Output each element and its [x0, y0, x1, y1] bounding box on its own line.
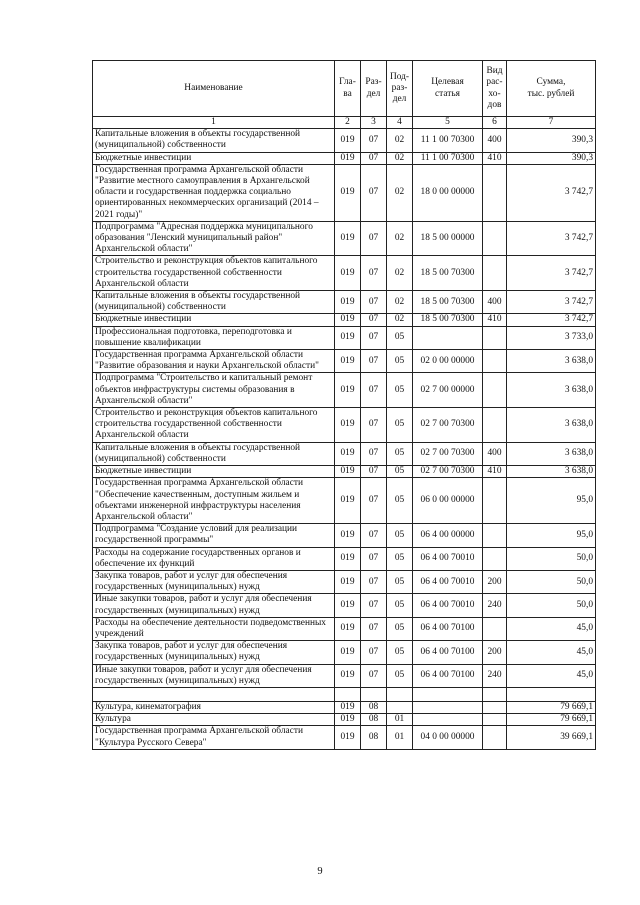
header-sum: Сумма, тыс. рублей — [507, 61, 596, 117]
row-name: Профессиональная подготовка, переподготовка и повышение квалификации — [93, 326, 335, 349]
row-name: Подпрограмма "Строительство и капитальный ремонт объектов инфраструктуры системы образования в Архангельской области" — [93, 373, 335, 408]
row-razdel: 07 — [361, 350, 387, 373]
row-glava: 019 — [335, 164, 361, 221]
row-target: 18 5 00 70300 — [413, 291, 483, 314]
row-sum: 3 638,0 — [507, 466, 596, 478]
table-row — [93, 664, 596, 687]
row-podrazdel: 05 — [387, 373, 413, 408]
row-vid: 400 — [483, 291, 507, 314]
table-row — [93, 164, 596, 221]
row-glava: 019 — [335, 524, 361, 547]
table-row — [93, 594, 596, 617]
row-target: 06 4 00 70010 — [413, 570, 483, 593]
row-podrazdel: 05 — [387, 570, 413, 593]
row-glava: 019 — [335, 664, 361, 687]
row-target: 02 7 00 70300 — [413, 442, 483, 465]
row-vid — [483, 256, 507, 291]
row-vid — [483, 547, 507, 570]
row-target: 06 4 00 70100 — [413, 664, 483, 687]
row-target: 02 7 00 70300 — [413, 408, 483, 443]
row-razdel: 07 — [361, 442, 387, 465]
row-sum: 390,3 — [507, 129, 596, 152]
row-vid — [483, 524, 507, 547]
header-target: Целевая статья — [413, 61, 483, 117]
table-row — [93, 701, 596, 713]
row-razdel — [361, 687, 387, 701]
row-sum: 39 669,1 — [507, 726, 596, 749]
row-target — [413, 326, 483, 349]
table-row — [93, 442, 596, 465]
header-vid: Вид рас- хо- дов — [483, 61, 507, 117]
table-row — [93, 326, 596, 349]
row-sum: 3 638,0 — [507, 408, 596, 443]
table-row — [93, 408, 596, 443]
row-podrazdel: 02 — [387, 164, 413, 221]
row-name: Строительство и реконструкция объектов капитального строительства государственной собственности Архангельской области — [93, 408, 335, 443]
row-vid — [483, 478, 507, 524]
row-vid: 400 — [483, 442, 507, 465]
page-number: 9 — [317, 866, 323, 877]
table-row — [93, 152, 596, 164]
row-razdel: 07 — [361, 256, 387, 291]
row-glava: 019 — [335, 350, 361, 373]
row-sum: 79 669,1 — [507, 714, 596, 726]
row-name: Культура — [93, 714, 335, 726]
table-row — [93, 221, 596, 256]
row-razdel: 07 — [361, 617, 387, 640]
row-sum: 3 742,7 — [507, 164, 596, 221]
table-row — [93, 641, 596, 664]
row-razdel: 08 — [361, 714, 387, 726]
row-vid — [483, 326, 507, 349]
row-podrazdel: 05 — [387, 408, 413, 443]
row-glava: 019 — [335, 570, 361, 593]
row-glava: 019 — [335, 408, 361, 443]
table-row — [93, 714, 596, 726]
row-razdel: 07 — [361, 129, 387, 152]
row-vid — [483, 408, 507, 443]
row-target — [413, 714, 483, 726]
row-razdel: 07 — [361, 524, 387, 547]
row-name: Государственная программа Архангельской области "Развитие образования и науки Архангельской области" — [93, 350, 335, 373]
column-index: 2 — [335, 117, 361, 129]
row-podrazdel: 02 — [387, 129, 413, 152]
row-vid — [483, 701, 507, 713]
row-target: 06 4 00 70100 — [413, 641, 483, 664]
row-podrazdel: 05 — [387, 442, 413, 465]
row-razdel: 07 — [361, 373, 387, 408]
column-index: 3 — [361, 117, 387, 129]
row-sum: 3 742,7 — [507, 314, 596, 326]
row-target: 06 4 00 00000 — [413, 524, 483, 547]
header-podrazdel: Под- раз- дел — [387, 61, 413, 117]
row-podrazdel: 05 — [387, 478, 413, 524]
table-row — [93, 726, 596, 749]
row-glava: 019 — [335, 326, 361, 349]
row-target — [413, 701, 483, 713]
column-index: 7 — [507, 117, 596, 129]
row-vid — [483, 687, 507, 701]
row-target: 18 0 00 00000 — [413, 164, 483, 221]
row-vid: 240 — [483, 594, 507, 617]
row-name: Бюджетные инвестиции — [93, 314, 335, 326]
row-sum: 3 638,0 — [507, 350, 596, 373]
row-name: Бюджетные инвестиции — [93, 152, 335, 164]
row-name: Подпрограмма "Адресная поддержка муниципального образования "Ленский муниципальный район" Архангельской области" — [93, 221, 335, 256]
row-target: 02 0 00 00000 — [413, 350, 483, 373]
row-name: Расходы на содержание государственных органов и обеспечение их функций — [93, 547, 335, 570]
row-name: Государственная программа Архангельской области "Развитие местного самоуправления в Архангельской области и государственная поддержка социально ориентированных некоммерческих организаций (2014 – 2021 годы)" — [93, 164, 335, 221]
row-target — [413, 687, 483, 701]
row-target: 06 0 00 00000 — [413, 478, 483, 524]
header-name: Наименование — [93, 61, 335, 117]
row-glava: 019 — [335, 221, 361, 256]
row-name — [93, 687, 335, 701]
row-glava — [335, 687, 361, 701]
row-glava: 019 — [335, 291, 361, 314]
table-header-row — [93, 61, 596, 117]
row-target: 18 5 00 00000 — [413, 221, 483, 256]
header-glava: Гла- ва — [335, 61, 361, 117]
row-podrazdel: 01 — [387, 726, 413, 749]
row-sum: 3 638,0 — [507, 442, 596, 465]
row-podrazdel: 05 — [387, 326, 413, 349]
row-razdel: 07 — [361, 408, 387, 443]
row-razdel: 07 — [361, 641, 387, 664]
row-podrazdel: 05 — [387, 547, 413, 570]
row-podrazdel: 02 — [387, 256, 413, 291]
table-row — [93, 466, 596, 478]
row-vid: 400 — [483, 129, 507, 152]
row-vid — [483, 350, 507, 373]
row-podrazdel: 05 — [387, 641, 413, 664]
row-name: Закупка товаров, работ и услуг для обеспечения государственных (муниципальных) нужд — [93, 570, 335, 593]
row-glava: 019 — [335, 714, 361, 726]
row-name: Капитальные вложения в объекты государственной (муниципальной) собственности — [93, 129, 335, 152]
column-index: 6 — [483, 117, 507, 129]
row-sum — [507, 687, 596, 701]
row-podrazdel: 02 — [387, 221, 413, 256]
row-podrazdel: 05 — [387, 617, 413, 640]
row-target: 18 5 00 70300 — [413, 314, 483, 326]
row-glava: 019 — [335, 617, 361, 640]
row-razdel: 07 — [361, 570, 387, 593]
table-row — [93, 314, 596, 326]
table-row — [93, 524, 596, 547]
row-vid: 200 — [483, 570, 507, 593]
row-podrazdel: 02 — [387, 314, 413, 326]
row-podrazdel: 05 — [387, 350, 413, 373]
row-name: Капитальные вложения в объекты государственной (муниципальной) собственности — [93, 291, 335, 314]
row-target: 06 4 00 70010 — [413, 547, 483, 570]
row-glava: 019 — [335, 701, 361, 713]
row-sum: 3 638,0 — [507, 373, 596, 408]
row-name: Иные закупки товаров, работ и услуг для обеспечения государственных (муниципальных) нужд — [93, 594, 335, 617]
row-razdel: 07 — [361, 314, 387, 326]
row-target: 04 0 00 00000 — [413, 726, 483, 749]
row-glava: 019 — [335, 547, 361, 570]
row-sum: 95,0 — [507, 478, 596, 524]
row-vid — [483, 726, 507, 749]
row-name: Иные закупки товаров, работ и услуг для обеспечения государственных (муниципальных) нужд — [93, 664, 335, 687]
header-razdel: Раз- дел — [361, 61, 387, 117]
row-podrazdel: 01 — [387, 714, 413, 726]
row-vid — [483, 373, 507, 408]
row-name: Расходы на обеспечение деятельности подведомственных учреждений — [93, 617, 335, 640]
row-vid — [483, 714, 507, 726]
column-index: 5 — [413, 117, 483, 129]
row-glava: 019 — [335, 478, 361, 524]
table-row — [93, 570, 596, 593]
row-target: 06 4 00 70010 — [413, 594, 483, 617]
row-podrazdel: 05 — [387, 466, 413, 478]
row-podrazdel — [387, 701, 413, 713]
row-sum: 45,0 — [507, 617, 596, 640]
row-sum: 45,0 — [507, 664, 596, 687]
row-razdel: 08 — [361, 726, 387, 749]
row-sum: 79 669,1 — [507, 701, 596, 713]
row-vid: 240 — [483, 664, 507, 687]
row-vid — [483, 164, 507, 221]
row-name: Государственная программа Архангельской области "Культура Русского Севера" — [93, 726, 335, 749]
row-vid — [483, 617, 507, 640]
table-row — [93, 617, 596, 640]
row-name: Государственная программа Архангельской области "Обеспечение качественным, доступным жильем и объектами инженерной инфраструктуры населения Архангельской области" — [93, 478, 335, 524]
row-sum: 50,0 — [507, 594, 596, 617]
row-sum: 3 742,7 — [507, 256, 596, 291]
row-razdel: 07 — [361, 326, 387, 349]
row-sum: 50,0 — [507, 547, 596, 570]
blank-row — [93, 687, 596, 701]
table-row — [93, 350, 596, 373]
row-sum: 45,0 — [507, 641, 596, 664]
row-razdel: 07 — [361, 164, 387, 221]
row-vid: 410 — [483, 314, 507, 326]
row-vid: 410 — [483, 152, 507, 164]
row-vid — [483, 221, 507, 256]
row-glava: 019 — [335, 442, 361, 465]
row-razdel: 07 — [361, 221, 387, 256]
row-podrazdel: 05 — [387, 594, 413, 617]
row-target: 11 1 00 70300 — [413, 129, 483, 152]
row-razdel: 07 — [361, 152, 387, 164]
row-target: 02 7 00 00000 — [413, 373, 483, 408]
row-glava: 019 — [335, 129, 361, 152]
row-glava: 019 — [335, 726, 361, 749]
row-sum: 3 742,7 — [507, 221, 596, 256]
row-podrazdel — [387, 687, 413, 701]
row-sum: 95,0 — [507, 524, 596, 547]
row-sum: 3 742,7 — [507, 291, 596, 314]
row-razdel: 07 — [361, 664, 387, 687]
row-target: 02 7 00 70300 — [413, 466, 483, 478]
row-sum: 50,0 — [507, 570, 596, 593]
row-name: Капитальные вложения в объекты государственной (муниципальной) собственности — [93, 442, 335, 465]
budget-table — [92, 60, 596, 750]
row-razdel: 07 — [361, 547, 387, 570]
row-razdel: 07 — [361, 478, 387, 524]
row-glava: 019 — [335, 152, 361, 164]
column-index: 4 — [387, 117, 413, 129]
table-row — [93, 129, 596, 152]
row-glava: 019 — [335, 373, 361, 408]
row-name: Бюджетные инвестиции — [93, 466, 335, 478]
row-target: 18 5 00 70300 — [413, 256, 483, 291]
row-podrazdel: 05 — [387, 524, 413, 547]
column-index-row — [93, 117, 596, 129]
row-target: 06 4 00 70100 — [413, 617, 483, 640]
row-glava: 019 — [335, 466, 361, 478]
row-razdel: 08 — [361, 701, 387, 713]
row-razdel: 07 — [361, 466, 387, 478]
row-name: Подпрограмма "Создание условий для реализации государственной программы" — [93, 524, 335, 547]
column-index: 1 — [93, 117, 335, 129]
row-glava: 019 — [335, 594, 361, 617]
row-sum: 390,3 — [507, 152, 596, 164]
table-row — [93, 291, 596, 314]
row-glava: 019 — [335, 641, 361, 664]
row-name: Закупка товаров, работ и услуг для обеспечения государственных (муниципальных) нужд — [93, 641, 335, 664]
table-row — [93, 373, 596, 408]
row-vid: 200 — [483, 641, 507, 664]
row-podrazdel: 05 — [387, 664, 413, 687]
row-podrazdel: 02 — [387, 291, 413, 314]
table-row — [93, 547, 596, 570]
table-row — [93, 256, 596, 291]
row-razdel: 07 — [361, 291, 387, 314]
row-name: Культура, кинематография — [93, 701, 335, 713]
row-glava: 019 — [335, 256, 361, 291]
row-target: 11 1 00 70300 — [413, 152, 483, 164]
table-row — [93, 478, 596, 524]
row-sum: 3 733,0 — [507, 326, 596, 349]
row-vid: 410 — [483, 466, 507, 478]
row-name: Строительство и реконструкция объектов капитального строительства государственной собственности Архангельской области — [93, 256, 335, 291]
row-razdel: 07 — [361, 594, 387, 617]
row-podrazdel: 02 — [387, 152, 413, 164]
row-glava: 019 — [335, 314, 361, 326]
